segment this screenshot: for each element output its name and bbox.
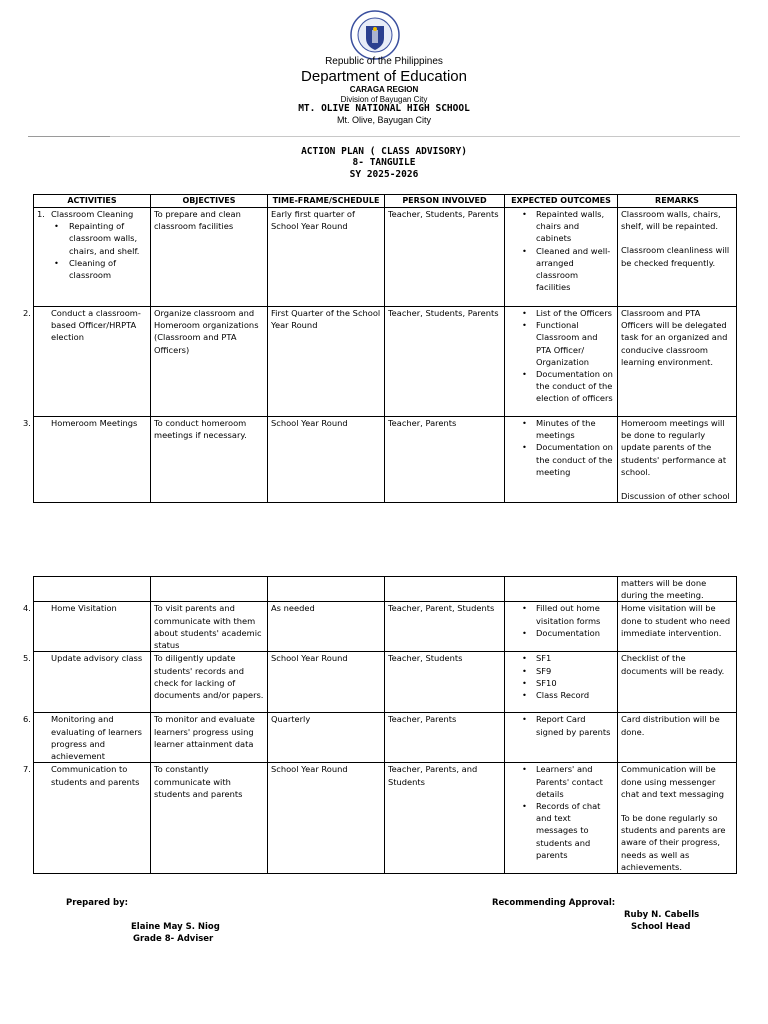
outcomes-cell: [505, 713, 618, 763]
remarks-cell: matters will be done during the meeting.: [618, 577, 737, 602]
activity-text: Monitoring and evaluating of learners progress and achievement: [51, 714, 142, 762]
republic-label: Republic of the Philippines: [325, 56, 443, 67]
outcome-item: • SF10: [536, 677, 614, 689]
header-divider-left: [28, 136, 110, 137]
outcome-item: • Documentation on the conduct of the election of officers: [536, 368, 614, 405]
outcome-item: • Class Record: [536, 689, 614, 701]
objective-cell: To monitor and evaluate learners' progress using learner attainment data: [151, 713, 268, 763]
remark-text: Discussion of other school: [621, 491, 730, 502]
persons-cell: Teacher, Students, Parents: [385, 208, 505, 307]
objective-cell: To prepare and clean classroom facilities: [151, 208, 268, 307]
recommending-approval-label: Recommending Approval:: [492, 898, 616, 908]
activity-cell: [23, 652, 151, 713]
objective-cell: Organize classroom and Homeroom organizations (Classroom and PTA Officers): [151, 307, 268, 417]
division-name: Division of Bayugan City: [340, 95, 428, 104]
activity-cell: [23, 307, 151, 417]
outcomes-cell: [505, 763, 618, 874]
plan-section: 8- TANGUILE: [352, 157, 416, 168]
activity-text: Home Visitation: [51, 603, 117, 614]
column-header: TIME-FRAME/SCHEDULE: [268, 195, 385, 208]
objective-cell: To conduct homeroom meetings if necessary.: [151, 417, 268, 503]
preparer-name: Elaine May S. Niog: [131, 922, 220, 932]
preparer-title: Grade 8- Adviser: [133, 934, 214, 944]
table-row: [34, 417, 737, 503]
remarks-cell: Card distribution will be done.: [618, 713, 737, 763]
activity-subitem: • Repainting of classroom walls, chairs, and shelf.: [69, 220, 147, 257]
outcome-item: • SF1: [536, 652, 614, 664]
row-number: 5.: [23, 653, 31, 664]
outcomes-cell: [505, 307, 618, 417]
remark-text: Classroom walls, chairs, shelf, will be repainted.: [621, 209, 721, 232]
approver-name: Ruby N. Cabells: [624, 910, 700, 920]
department-name: Department of Education: [301, 68, 467, 85]
column-header: REMARKS: [618, 195, 737, 208]
outcome-item: • Filled out home visitation forms: [536, 602, 614, 626]
outcome-item: • Documentation: [536, 627, 614, 639]
row-number: 4.: [23, 603, 31, 614]
table-row: [34, 208, 737, 307]
persons-cell: Teacher, Parent, Students: [385, 602, 505, 652]
remark-text: Homeroom meetings will be done to regularly update parents of the students' performance at school.: [621, 418, 727, 477]
outcomes-cell: [505, 417, 618, 503]
persons-cell: Teacher, Parents: [385, 417, 505, 503]
remarks-cell: [618, 417, 737, 503]
outcomes-cell: [505, 652, 618, 713]
table-row: [34, 713, 737, 763]
timeframe-cell: School Year Round: [268, 763, 385, 874]
column-header: EXPECTED OUTCOMES: [505, 195, 618, 208]
table-row: [34, 307, 737, 417]
table-row: [34, 652, 737, 713]
outcome-item: • Report Card signed by parents: [536, 713, 614, 737]
remark-text: Communication will be done using messenger chat and text messaging: [621, 764, 725, 799]
school-location: Mt. Olive, Bayugan City: [336, 115, 432, 125]
outcome-item: • Documentation on the conduct of the meeting: [536, 441, 614, 478]
column-header: PERSON INVOLVED: [385, 195, 505, 208]
persons-cell: Teacher, Students, Parents: [385, 307, 505, 417]
activity-text: Conduct a classroom-based Officer/HRPTA election: [51, 308, 141, 343]
prepared-by-label: Prepared by:: [66, 898, 129, 908]
table-header-row: [34, 195, 737, 208]
table-row: [34, 763, 737, 874]
header-divider-right: [110, 136, 740, 137]
persons-cell: Teacher, Parents: [385, 713, 505, 763]
objective-cell: To visit parents and communicate with them about students' academic status: [151, 602, 268, 652]
row-number: 2.: [23, 308, 31, 318]
remark-text: Classroom cleanliness will be checked frequently.: [621, 245, 730, 268]
table-row-continuation: [34, 577, 737, 602]
activity-cell: [23, 602, 151, 652]
outcomes-cell: [505, 602, 618, 652]
activity-text: Classroom Cleaning: [51, 209, 134, 219]
plan-title: ACTION PLAN ( CLASS ADVISORY): [301, 146, 467, 157]
action-plan-table: [23, 194, 737, 503]
outcome-item: • Minutes of the meetings: [536, 417, 614, 441]
activity-text: Communication to students and parents: [51, 764, 140, 787]
outcome-item: • List of the Officers: [536, 307, 614, 319]
remarks-cell: Home visitation will be done to student who need immediate intervention.: [618, 602, 737, 652]
outcome-item: • Learners' and Parents' contact details: [536, 763, 614, 800]
timeframe-cell: Early first quarter of School Year Round: [268, 208, 385, 307]
remarks-cell: [618, 763, 737, 874]
row-number: 6.: [23, 714, 31, 725]
remark-text: To be done regularly so students and parents are aware of their progress, needs as well as achievements.: [621, 813, 726, 872]
row-number: 7.: [23, 764, 31, 775]
timeframe-cell: School Year Round: [268, 652, 385, 713]
outcome-item: • Functional Classroom and PTA Officer/ Organization: [536, 319, 614, 368]
activity-cell: [23, 763, 151, 874]
remarks-cell: Checklist of the documents will be ready.: [618, 652, 737, 713]
region-name: CARAGA REGION: [349, 85, 419, 94]
activity-cell: [23, 417, 151, 503]
activity-cell: [34, 208, 151, 307]
school-name: MT. OLIVE NATIONAL HIGH SCHOOL: [298, 103, 470, 114]
outcome-item: • Cleaned and well-arranged classroom facilities: [536, 245, 614, 294]
timeframe-cell: As needed: [268, 602, 385, 652]
deped-seal-logo: [350, 10, 400, 60]
outcomes-cell: [505, 208, 618, 307]
table-row: [34, 602, 737, 652]
column-header: ACTIVITIES: [34, 195, 151, 208]
approver-title: School Head: [631, 922, 691, 932]
timeframe-cell: First Quarter of the School Year Round: [268, 307, 385, 417]
action-plan-table-continued: [23, 576, 737, 874]
row-number: 1.: [37, 209, 45, 219]
activity-text: Update advisory class: [51, 653, 143, 664]
activity-cell: [23, 713, 151, 763]
column-header: OBJECTIVES: [151, 195, 268, 208]
remarks-cell: Classroom and PTA Officers will be delegated task for an organized and conducive classroom learning environment.: [618, 307, 737, 417]
activity-text: Homeroom Meetings: [51, 418, 138, 428]
row-number: 3.: [23, 418, 31, 428]
objective-cell: To constantly communicate with students and parents: [151, 763, 268, 874]
outcome-item: • Repainted walls, chairs and cabinets: [536, 208, 614, 245]
persons-cell: Teacher, Parents, and Students: [385, 763, 505, 874]
objective-cell: To diligently update students' records and check for lacking of documents and/or papers.: [151, 652, 268, 713]
timeframe-cell: Quarterly: [268, 713, 385, 763]
outcome-item: • SF9: [536, 665, 614, 677]
activity-subitem: • Cleaning of classroom: [69, 257, 147, 281]
outcome-item: • Records of chat and text messages to students and parents: [536, 800, 614, 861]
remarks-cell: [618, 208, 737, 307]
timeframe-cell: School Year Round: [268, 417, 385, 503]
persons-cell: Teacher, Students: [385, 652, 505, 713]
plan-school-year: SY 2025-2026: [349, 169, 419, 180]
